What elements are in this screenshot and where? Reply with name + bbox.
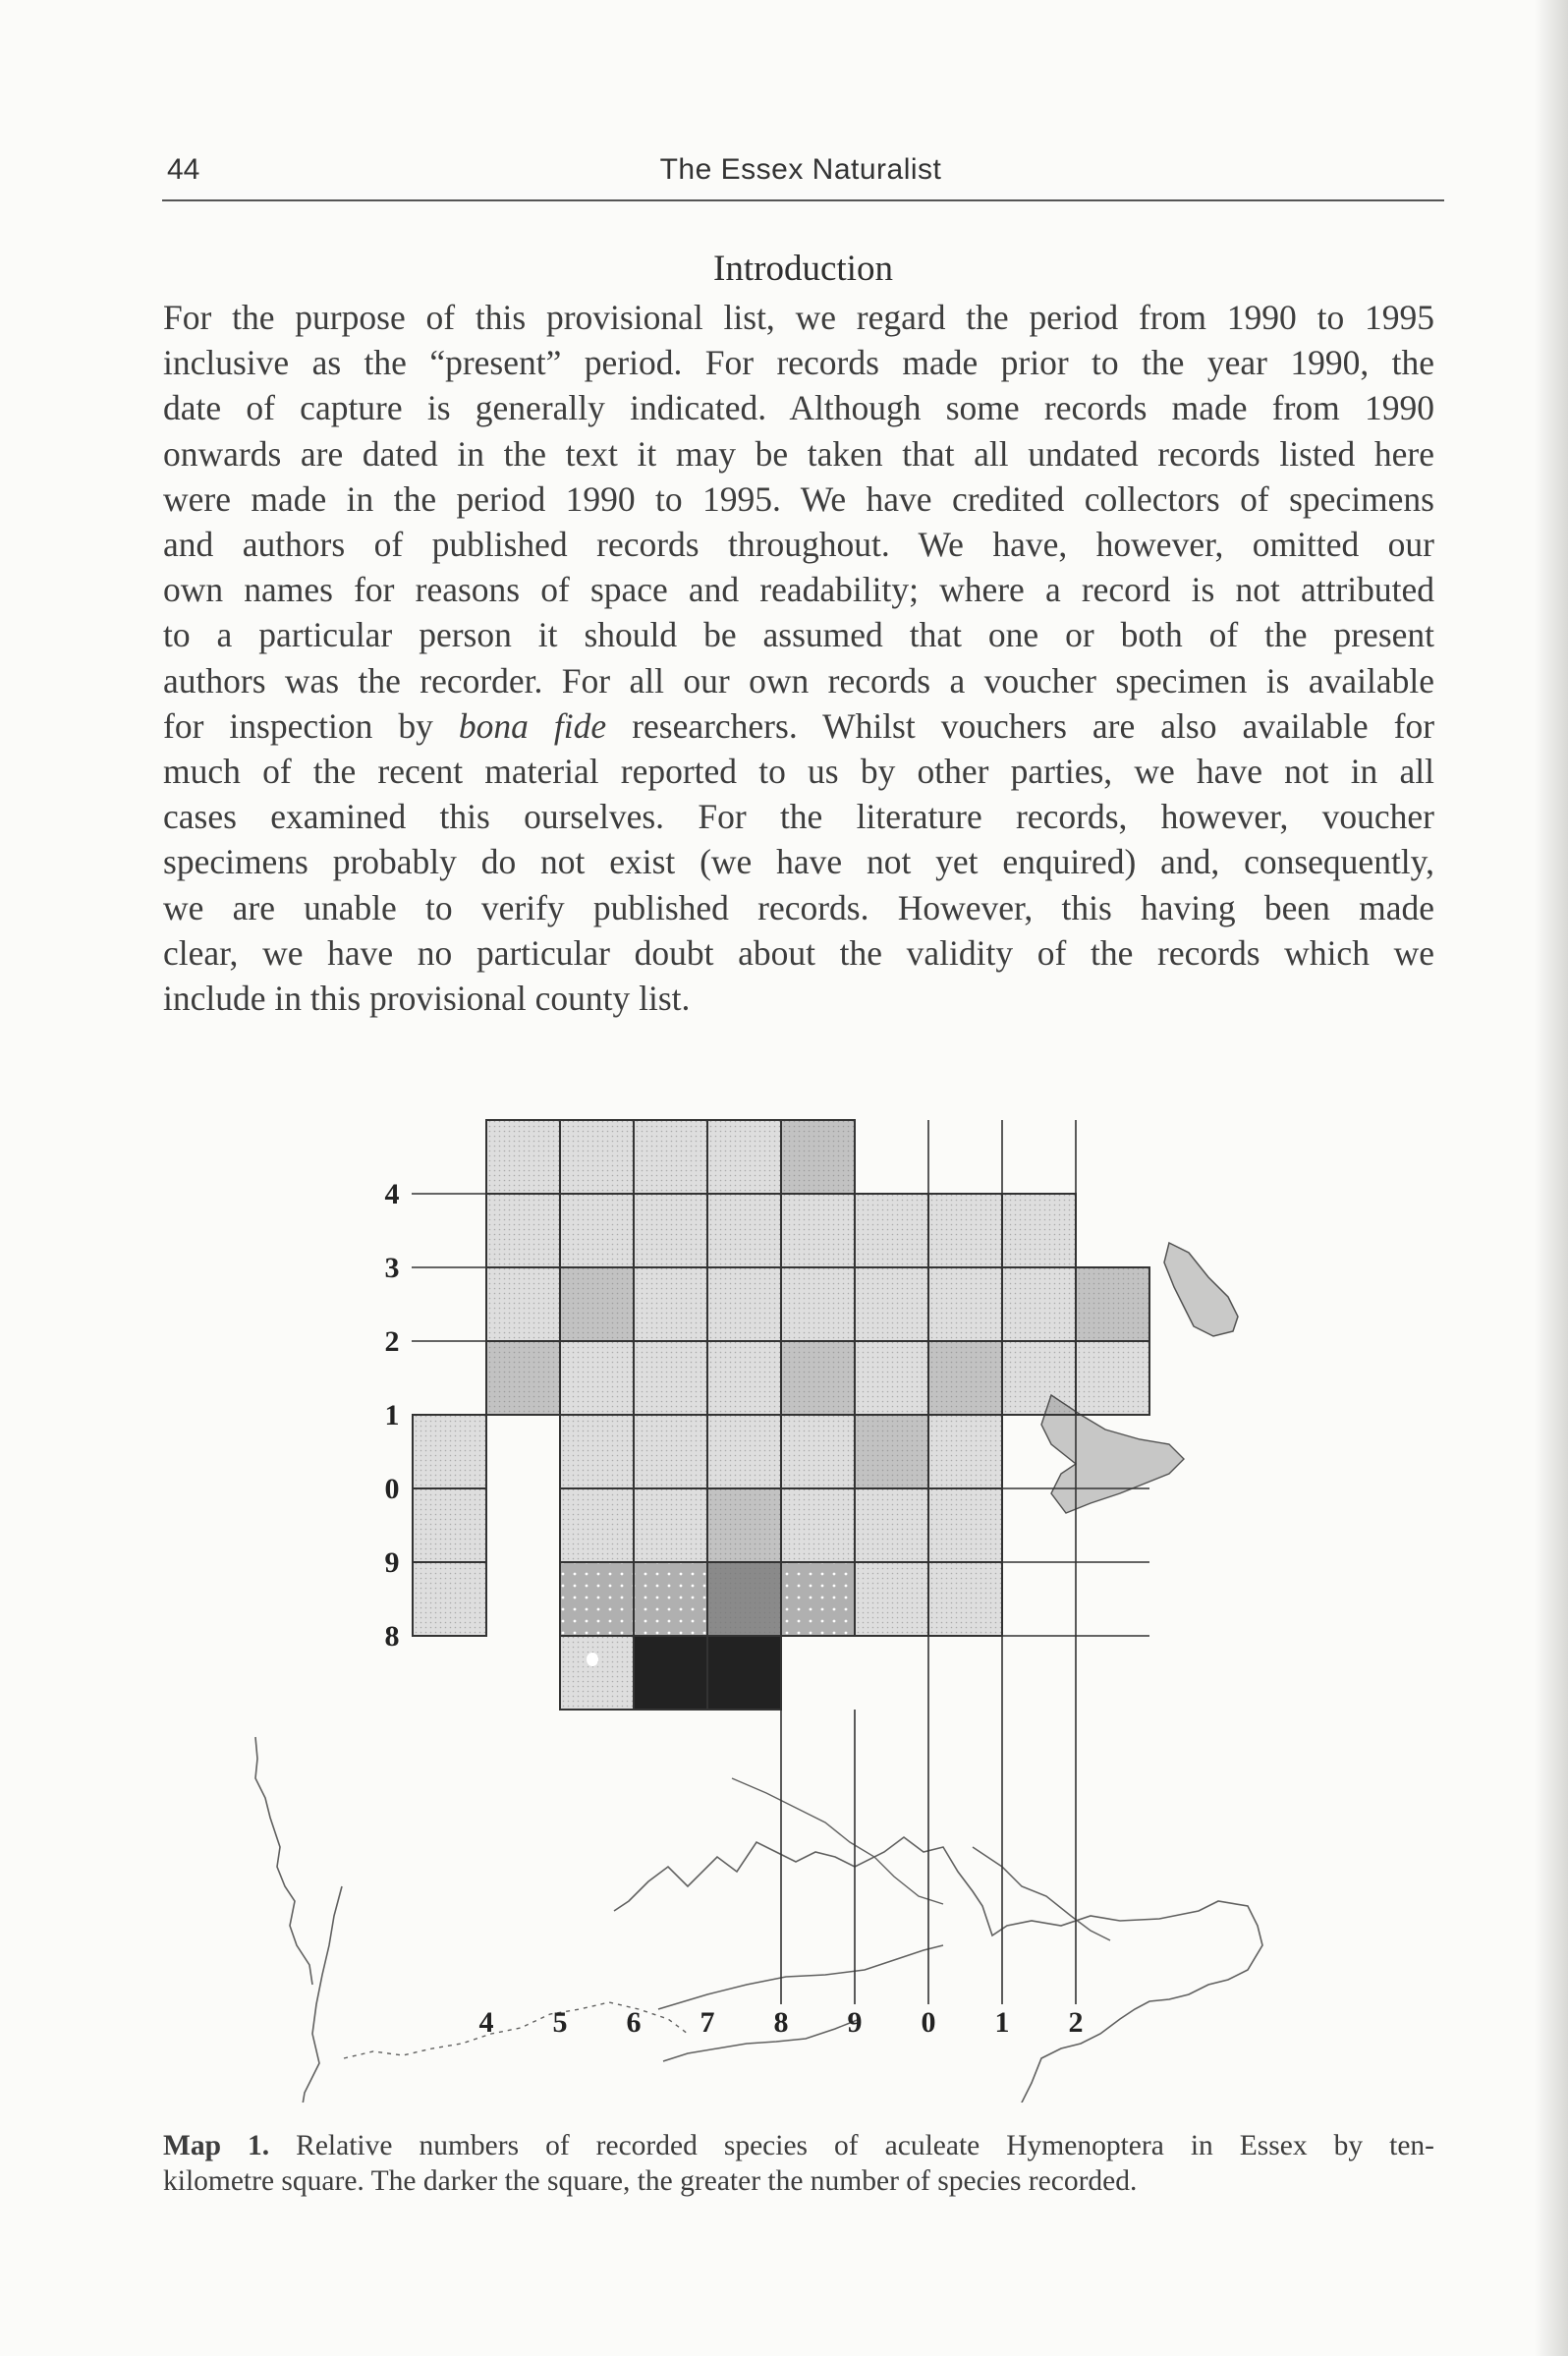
- grid-square-texture: [560, 1562, 634, 1636]
- grid-square-texture: [781, 1415, 855, 1488]
- caption-line-1: [163, 2128, 1434, 2163]
- grid-square-texture: [486, 1267, 560, 1341]
- grid-square-texture: [1076, 1267, 1149, 1341]
- x-axis-label: 8: [773, 2006, 789, 2039]
- grid-square-texture: [486, 1341, 560, 1415]
- grid-square-texture: [634, 1194, 707, 1267]
- grid-square-texture: [560, 1636, 634, 1710]
- x-axis-label: 5: [552, 2006, 568, 2039]
- body-line: authors was the recorder. For all our own records a voucher specimen is available: [163, 660, 1434, 701]
- y-axis-label: 3: [384, 1252, 400, 1284]
- grid-square-texture: [634, 1267, 707, 1341]
- grid-square-texture: [634, 1415, 707, 1488]
- grid-square-texture: [413, 1562, 486, 1636]
- x-axis-label: 0: [921, 2006, 936, 2039]
- body-line: specimens probably do not exist (we have not yet enquired) and, consequently,: [163, 842, 1434, 882]
- grid-square-texture: [855, 1194, 928, 1267]
- grid-square-texture: [560, 1341, 634, 1415]
- y-axis-label: 0: [384, 1473, 400, 1505]
- grid-square-texture: [855, 1562, 928, 1636]
- y-axis-label: 1: [384, 1399, 400, 1431]
- grid-square-texture: [928, 1267, 1002, 1341]
- grid-square-texture: [855, 1341, 928, 1415]
- grid-square-texture: [560, 1267, 634, 1341]
- grid-square-texture: [707, 1488, 781, 1562]
- grid-square-texture: [560, 1488, 634, 1562]
- x-axis-label: 7: [700, 2006, 715, 2039]
- y-axis-label: 4: [384, 1178, 400, 1210]
- caption-text-1: Relative numbers of recorded species of aculeate Hymenoptera in Essex by ten-: [269, 2130, 1434, 2161]
- grid-square-texture: [781, 1194, 855, 1267]
- body-line: and authors of published records throughout. We have, however, omitted our: [163, 525, 1434, 565]
- y-axis-label: 2: [384, 1325, 400, 1358]
- grid-square-texture: [707, 1120, 781, 1194]
- page-edge-shadow: [1535, 0, 1568, 2356]
- body-line: were made in the period 1990 to 1995. We have credited collectors of specimens: [163, 478, 1434, 519]
- grid-square-texture: [707, 1194, 781, 1267]
- italic-bona-fide: bona fide: [458, 705, 607, 746]
- grid-square-texture: [634, 1562, 707, 1636]
- grid-square-texture: [707, 1267, 781, 1341]
- grid-square-texture: [1076, 1341, 1149, 1415]
- x-axis-label: 4: [478, 2006, 494, 2039]
- grid-square-texture: [634, 1120, 707, 1194]
- running-title: The Essex Naturalist: [659, 153, 942, 186]
- body-line: inclusive as the “present” period. For records made prior to the year 1990, the: [163, 343, 1434, 383]
- grid-square-texture: [781, 1488, 855, 1562]
- y-axis-label: 9: [384, 1546, 400, 1579]
- grid-square-texture: [781, 1267, 855, 1341]
- grid-square-texture: [855, 1415, 928, 1488]
- grid-square-texture: [413, 1488, 486, 1562]
- grid-square-texture: [928, 1562, 1002, 1636]
- grid-square-texture: [707, 1341, 781, 1415]
- caption-label: Map 1.: [163, 2130, 270, 2161]
- map-caption: [163, 2128, 1434, 2199]
- grid-square-texture: [707, 1415, 781, 1488]
- marker-dot: [587, 1653, 598, 1666]
- body-line: date of capture is generally indicated. Although some records made from 1990: [163, 388, 1434, 428]
- grid-square-texture: [413, 1415, 486, 1488]
- grid-square: [634, 1636, 707, 1710]
- grid-square-texture: [781, 1341, 855, 1415]
- body-line: much of the recent material reported to us by other parties, we have not in all: [163, 752, 1434, 792]
- grid-square-texture: [634, 1341, 707, 1415]
- grid-square-texture: [928, 1194, 1002, 1267]
- grid-square-texture: [1002, 1194, 1076, 1267]
- body-line-prefix: for inspection by: [163, 705, 459, 746]
- grid-square-texture: [486, 1120, 560, 1194]
- x-axis-label: 1: [994, 2006, 1010, 2039]
- caption-line-2: kilometre square. The darker the square, the greater the number of species recorded.: [163, 2165, 1138, 2197]
- grid-square-texture: [634, 1488, 707, 1562]
- section-heading: Introduction: [713, 249, 893, 289]
- x-axis-label: 2: [1068, 2006, 1084, 2039]
- body-line: we are unable to verify published records. However, this having been made: [163, 887, 1434, 927]
- grid-square-texture: [560, 1415, 634, 1488]
- x-axis-label: 9: [847, 2006, 863, 2039]
- body-line-suffix: researchers. Whilst vouchers are also available for: [632, 705, 1435, 746]
- body-line: own names for reasons of space and readability; where a record is not attributed: [163, 570, 1434, 610]
- grid-square-texture: [486, 1194, 560, 1267]
- body-line: clear, we have no particular doubt about the validity of the records which we: [163, 932, 1434, 973]
- grid-square-texture: [928, 1415, 1002, 1488]
- y-axis-label: 8: [384, 1620, 400, 1653]
- grid-square-texture: [1002, 1267, 1076, 1341]
- grid-square-texture: [855, 1267, 928, 1341]
- header-rule: [162, 199, 1444, 201]
- grid-square: [707, 1636, 781, 1710]
- grid-square-texture: [781, 1120, 855, 1194]
- grid-square-texture: [855, 1488, 928, 1562]
- x-axis-label: 6: [626, 2006, 642, 2039]
- grid-square-texture: [707, 1562, 781, 1636]
- grid-square-texture: [560, 1194, 634, 1267]
- body-line-bona-fide: [163, 703, 1434, 749]
- body-line: to a particular person it should be assumed that one or both of the present: [163, 615, 1434, 655]
- grid-square-texture: [928, 1488, 1002, 1562]
- essex-grid-map: [196, 1100, 1405, 2103]
- body-line: cases examined this ourselves. For the literature records, however, voucher: [163, 797, 1434, 837]
- body-line: onwards are dated in the text it may be taken that all undated records listed here: [163, 433, 1434, 474]
- body-line: include in this provisional county list.: [163, 979, 691, 1019]
- grid-square-texture: [560, 1120, 634, 1194]
- body-line: For the purpose of this provisional list, we regard the period from 1990 to 1995: [163, 298, 1434, 337]
- page-number: 44: [167, 153, 200, 186]
- grid-square-texture: [781, 1562, 855, 1636]
- introduction-body: [163, 295, 1434, 1021]
- grid-square-texture: [928, 1341, 1002, 1415]
